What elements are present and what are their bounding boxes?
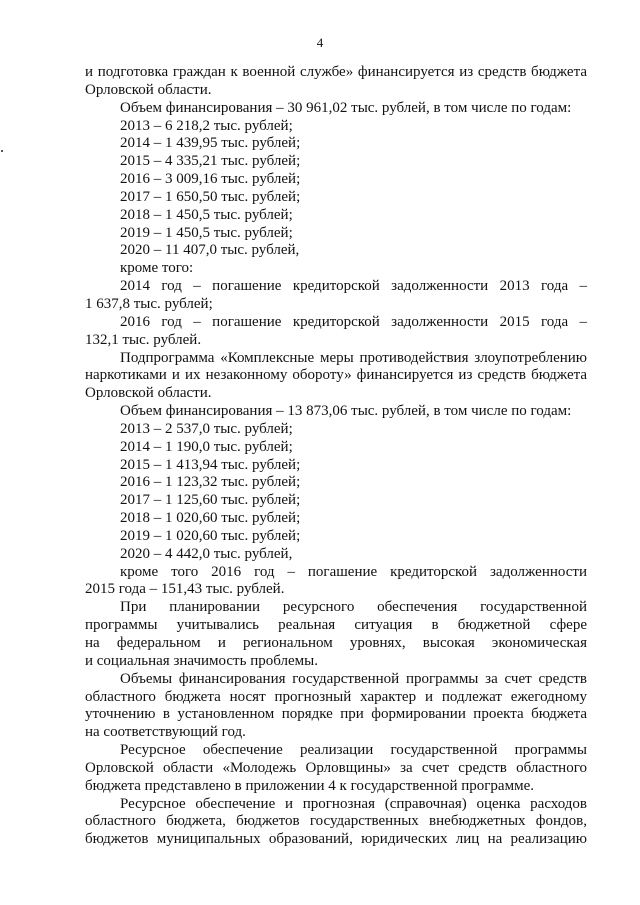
paragraph-forecast-volumes [85, 671, 587, 742]
text-line: программы учитывались реальная ситуация в бюджетной сфере [85, 617, 587, 634]
document-body [85, 64, 587, 849]
year-line: 2020 – 11 407,0 тыс. рублей, [120, 242, 300, 259]
scan-artifact [1, 150, 3, 152]
text-line: на соответствующий год. [85, 724, 246, 741]
text-line: Орловской области «Молодежь Орловщины» за счет средств областного [85, 759, 587, 776]
text-line: Ресурсное обеспечение реализации государственной программы [120, 742, 587, 759]
year-line: 2013 – 6 218,2 тыс. рублей; [120, 117, 293, 134]
paragraph-funding-volume-2 [85, 403, 587, 599]
paragraph-resource-appendix [85, 742, 587, 796]
text-line: на федеральном и региональном уровнях, высокая экономическая [85, 635, 587, 651]
year-line: 2015 – 1 413,94 тыс. рублей; [120, 456, 301, 473]
year-line: 2020 – 4 442,0 тыс. рублей, [120, 545, 293, 562]
besides-line: кроме того: [120, 260, 194, 277]
text-line: уточнению в установленном порядке при формировании проекта бюджета [85, 706, 587, 723]
year-line: 2019 – 1 450,5 тыс. рублей; [120, 224, 293, 241]
text-line: Подпрограмма «Комплексные меры противодействия злоупотреблению [120, 349, 587, 366]
text-line: 2014 год – погашение кредиторской задолженности 2013 года – [120, 278, 587, 295]
text-line: областного бюджета, бюджетов государственных внебюджетных фондов, [85, 813, 587, 830]
paragraph-military-financing [85, 64, 587, 100]
text-line: 2015 года – 151,43 тыс. рублей. [85, 581, 285, 598]
paragraph-drug-subprogram [85, 350, 587, 404]
year-line: 2017 – 1 650,50 тыс. рублей; [120, 188, 301, 205]
year-line: 2014 – 1 439,95 тыс. рублей; [120, 135, 301, 152]
paragraph-funding-volume-1 [85, 100, 587, 350]
text-line: бюджетов муниципальных образований, юридических лиц на реализацию [85, 831, 587, 848]
text-line: Ресурсное обеспечение и прогнозная (справочная) оценка расходов [120, 795, 587, 812]
text-line: Орловской области. [85, 81, 212, 98]
year-line: 2019 – 1 020,60 тыс. рублей; [120, 527, 301, 544]
year-line: 2017 – 1 125,60 тыс. рублей; [120, 492, 301, 509]
text-line: При планировании ресурсного обеспечения государственной [120, 599, 587, 616]
funding-intro: Объем финансирования – 30 961,02 тыс. рублей, в том числе по годам: [120, 99, 572, 116]
paragraph-planning [85, 599, 587, 670]
text-line: 2016 год – погашение кредиторской задолженности 2015 года – [120, 313, 587, 330]
text-line: наркотиками и их незаконному обороту» финансируется из средств бюджета [85, 367, 587, 384]
year-line: 2016 – 1 123,32 тыс. рублей; [120, 474, 301, 491]
text-line: Объемы финансирования государственной программы за счет средств [120, 670, 587, 687]
page-number: 4 [316, 35, 324, 50]
year-line: 2014 – 1 190,0 тыс. рублей; [120, 438, 293, 455]
text-line: 132,1 тыс. рублей. [85, 331, 202, 348]
year-line: 2013 – 2 537,0 тыс. рублей; [120, 420, 293, 437]
year-line: 2016 – 3 009,16 тыс. рублей; [120, 171, 301, 188]
funding-intro: Объем финансирования – 13 873,06 тыс. рублей, в том числе по годам: [120, 403, 572, 420]
year-line: 2018 – 1 020,60 тыс. рублей; [120, 510, 301, 527]
paragraph-resource-assessment [85, 796, 587, 850]
text-line: кроме того 2016 год – погашение кредиторской задолженности [120, 563, 587, 580]
year-line: 2018 – 1 450,5 тыс. рублей; [120, 206, 293, 223]
text-line: 1 637,8 тыс. рублей; [85, 295, 213, 312]
year-line: 2015 – 4 335,21 тыс. рублей; [120, 153, 301, 170]
text-line: бюджета представлено в приложении 4 к государственной программе. [85, 777, 534, 794]
text-line: Орловской области. [85, 385, 212, 402]
text-line: областного бюджета носят прогнозный характер и подлежат ежегодному [85, 688, 587, 705]
text-line: и подготовка граждан к военной службе» финансируется из средств бюджета [85, 64, 587, 80]
text-line: и социальная значимость проблемы. [85, 652, 318, 669]
